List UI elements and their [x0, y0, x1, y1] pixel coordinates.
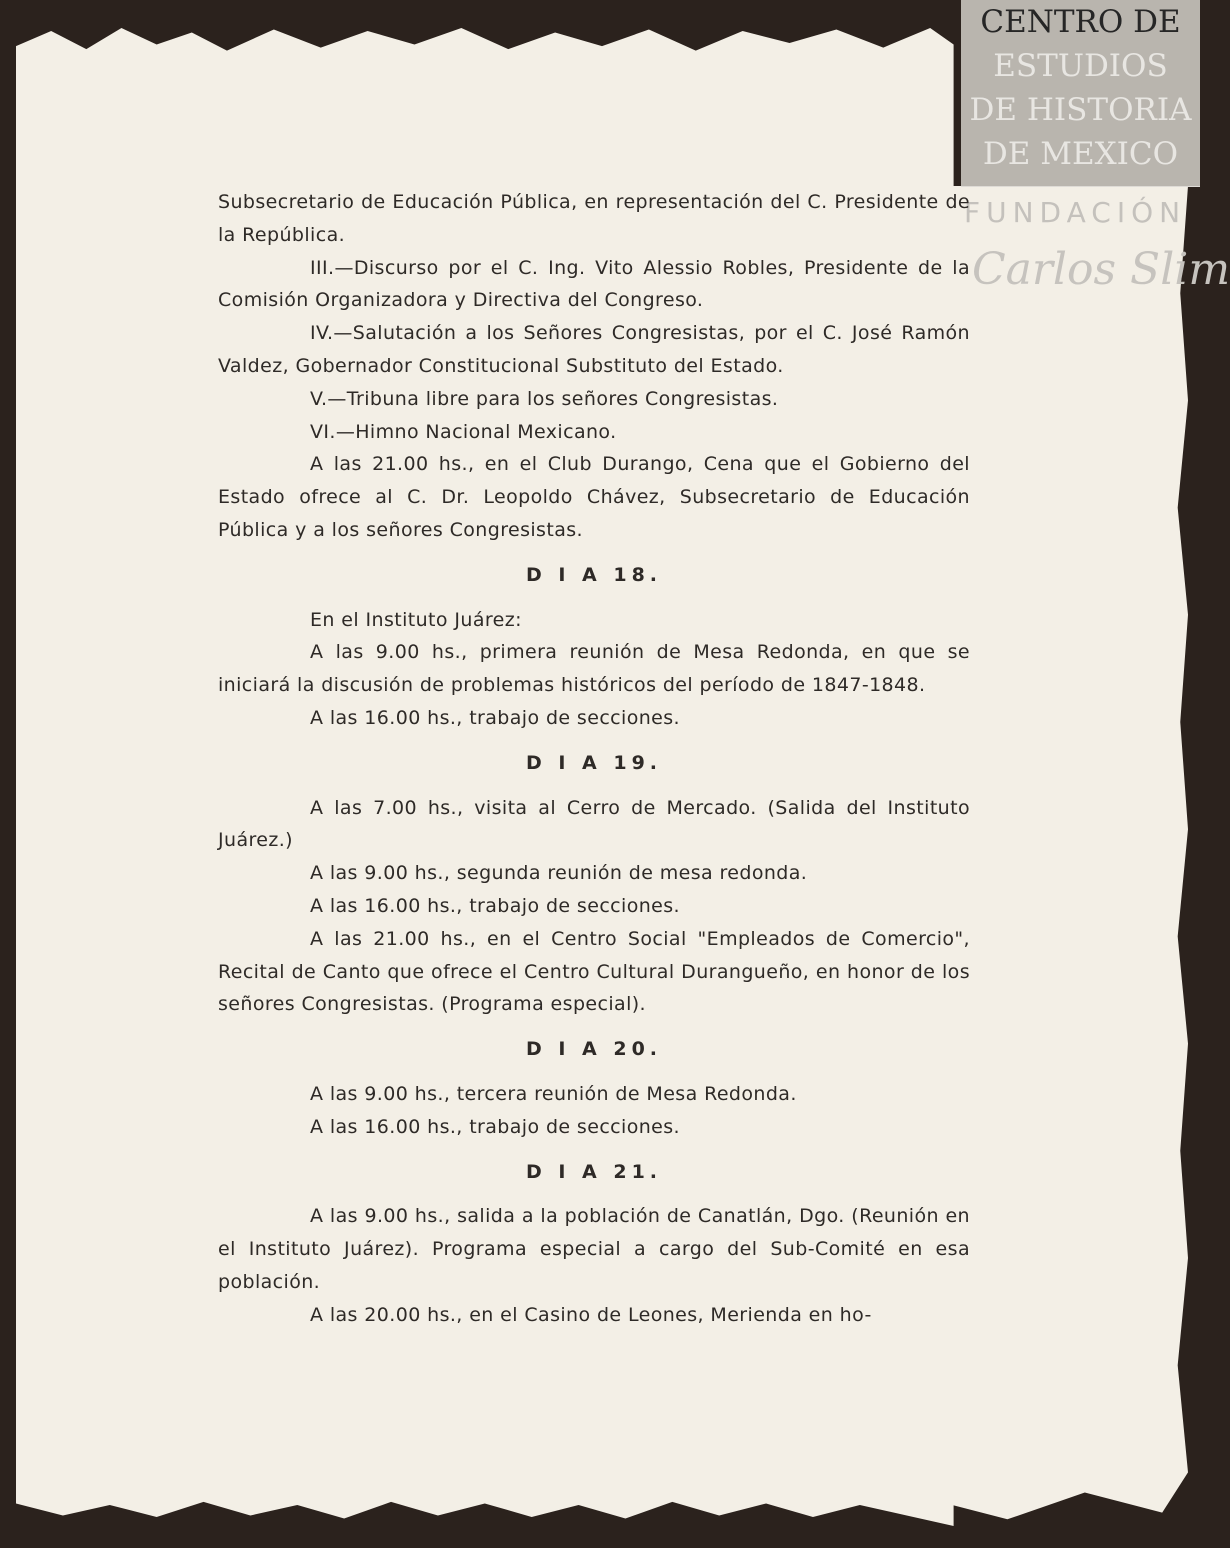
paragraph: A las 20.00 hs., en el Casino de Leones, Merienda en ho-: [310, 1303, 872, 1326]
watermark-signature: Carlos Slim: [972, 244, 1230, 295]
paragraph: A las 16.00 hs., trabajo de secciones.: [310, 706, 680, 729]
day-heading-21: D I A 21.: [525, 1160, 663, 1183]
paragraph: Subsecretario de Educación Pública, en representación del C. Presidente de la República.: [218, 191, 970, 246]
watermark-line-4: DE MEXICO: [982, 136, 1179, 172]
watermark-fundacion: FUNDACIÓN: [964, 196, 1187, 229]
watermark-line-1: CENTRO DE: [980, 4, 1181, 40]
paragraph: A las 21.00 hs., en el Centro Social "Empleados de Comercio", Recital de Canto que ofrece el Centro Cultural Durangueño, en honor de los señores Congresistas. (Programa especial).: [218, 927, 970, 1016]
paragraph: VI.—Himno Nacional Mexicano.: [310, 420, 617, 443]
watermark-line-2: ESTUDIOS: [993, 48, 1168, 84]
watermark-stamp: [961, 0, 1200, 187]
watermark-line-3: DE HISTORIA: [969, 92, 1192, 128]
paragraph: A las 9.00 hs., segunda reunión de mesa redonda.: [310, 862, 808, 885]
paragraph: V.—Tribuna libre para los señores Congresistas.: [310, 387, 779, 410]
paragraph: En el Instituto Juárez:: [310, 608, 522, 631]
paragraph: A las 21.00 hs., en el Club Durango, Cena que el Gobierno del Estado ofrece al C. Dr. Leopoldo Chávez, Subsecretario de Educación Pública y a los señores Congresistas.: [218, 453, 970, 541]
paragraph: III.—Discurso por el C. Ing. Vito Alessio Robles, Presidente de la Comisión Organizadora y Directiva del Congreso.: [218, 256, 970, 312]
day-heading-20: D I A 20.: [525, 1038, 663, 1061]
paragraph: IV.—Salutación a los Señores Congresistas, por el C. José Ramón Valdez, Gobernador Constitucional Substituto del Estado.: [218, 322, 970, 377]
paragraph: A las 7.00 hs., visita al Cerro de Mercado. (Salida del Instituto Juárez.): [218, 796, 970, 852]
paragraph: A las 9.00 hs., tercera reunión de Mesa Redonda.: [310, 1082, 797, 1105]
paragraph: A las 16.00 hs., trabajo de secciones.: [310, 894, 680, 917]
paragraph: A las 9.00 hs., primera reunión de Mesa Redonda, en que se iniciará la discusión de problemas históricos del período de 1847-1848.: [218, 641, 970, 697]
day-heading-18: D I A 18.: [525, 563, 663, 586]
document-body: [218, 186, 970, 1332]
paragraph: A las 9.00 hs., salida a la población de Canatlán, Dgo. (Reunión en el Instituto Juárez). Programa especial a cargo del Sub-Comité en esa población.: [218, 1205, 970, 1293]
paragraph: A las 16.00 hs., trabajo de secciones.: [310, 1115, 680, 1138]
day-heading-19: D I A 19.: [525, 751, 663, 774]
